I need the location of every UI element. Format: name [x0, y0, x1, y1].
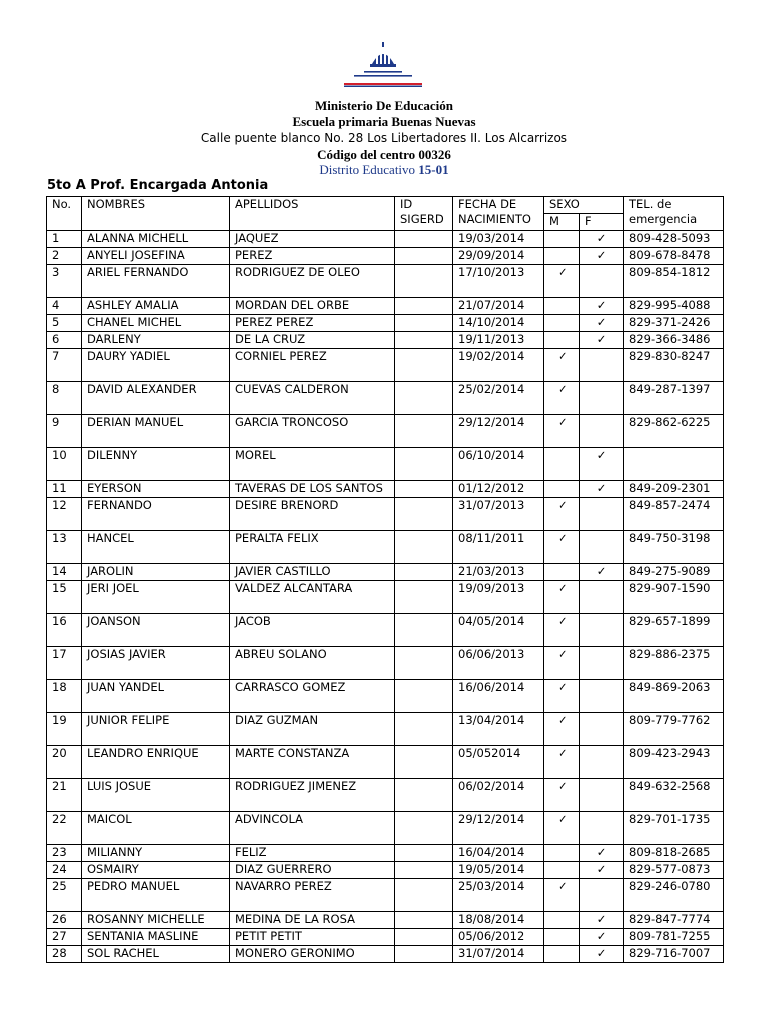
cell-tel: 829-995-4088 — [624, 298, 724, 315]
cell-nombres: EYERSON — [82, 481, 230, 498]
cell-fecha: 04/05/2014 — [453, 614, 544, 647]
cell-apellidos: MEDINA DE LA ROSA — [230, 912, 395, 929]
cell-apellidos: CUEVAS CALDERON — [230, 382, 395, 415]
cell-no: 25 — [47, 879, 82, 912]
school-name: Escuela primaria Buenas Nuevas — [292, 114, 476, 129]
cell-tel: 829-371-2426 — [624, 315, 724, 332]
cell-fecha: 29/09/2014 — [453, 248, 544, 265]
cell-f — [580, 713, 624, 746]
student-table — [46, 196, 724, 963]
cell-nombres: ASHLEY AMALIA — [82, 298, 230, 315]
header-fecha-bottom: NACIMIENTO — [458, 212, 531, 226]
cell-f — [580, 498, 624, 531]
cell-nombres: HANCEL — [82, 531, 230, 564]
header-tel-top: TEL. de — [629, 197, 672, 211]
cell-no: 1 — [47, 231, 82, 248]
cell-nombres: ANYELI JOSEFINA — [82, 248, 230, 265]
cell-fecha: 08/11/2011 — [453, 531, 544, 564]
cell-apellidos: CORNIEL PEREZ — [230, 349, 395, 382]
cell-f: ✓ — [580, 862, 624, 879]
cell-no: 6 — [47, 332, 82, 349]
cell-id — [395, 862, 453, 879]
cell-no: 5 — [47, 315, 82, 332]
cell-fecha: 21/03/2013 — [453, 564, 544, 581]
cell-no: 24 — [47, 862, 82, 879]
cell-id — [395, 231, 453, 248]
cell-m: ✓ — [544, 415, 580, 448]
table-row — [47, 531, 724, 564]
cell-apellidos: RODRIGUEZ JIMENEZ — [230, 779, 395, 812]
table-row — [47, 845, 724, 862]
cell-m: ✓ — [544, 349, 580, 382]
cell-nombres: DAVID ALEXANDER — [82, 382, 230, 415]
cell-id — [395, 448, 453, 481]
cell-m: ✓ — [544, 779, 580, 812]
cell-f — [580, 531, 624, 564]
header-no: No. — [47, 197, 82, 231]
cell-apellidos: ABREU SOLANO — [230, 647, 395, 680]
school-address: Calle puente blanco No. 28 Los Libertadores II. Los Alcarrizos — [200, 131, 568, 145]
cell-no: 13 — [47, 531, 82, 564]
cell-nombres: MAICOL — [82, 812, 230, 845]
cell-m: ✓ — [544, 581, 580, 614]
cell-nombres: JOANSON — [82, 614, 230, 647]
cell-nombres: JOSIAS JAVIER — [82, 647, 230, 680]
table-row — [47, 498, 724, 531]
cell-apellidos: PEREZ PEREZ — [230, 315, 395, 332]
cell-id — [395, 265, 453, 298]
cell-fecha: 14/10/2014 — [453, 315, 544, 332]
cell-f — [580, 349, 624, 382]
cell-no: 20 — [47, 746, 82, 779]
cell-tel: 849-287-1397 — [624, 382, 724, 415]
cell-f: ✓ — [580, 481, 624, 498]
header-id-top: ID — [400, 197, 413, 211]
cell-m — [544, 481, 580, 498]
cell-id — [395, 315, 453, 332]
cell-m: ✓ — [544, 746, 580, 779]
cell-apellidos: GARCIA TRONCOSO — [230, 415, 395, 448]
cell-nombres: ALANNA MICHELL — [82, 231, 230, 248]
cell-no: 15 — [47, 581, 82, 614]
cell-id — [395, 845, 453, 862]
cell-nombres: DERIAN MANUEL — [82, 415, 230, 448]
cell-no: 23 — [47, 845, 82, 862]
cell-m — [544, 332, 580, 349]
cell-f — [580, 647, 624, 680]
cell-apellidos: JAVIER CASTILLO — [230, 564, 395, 581]
cell-id — [395, 382, 453, 415]
cell-nombres: ARIEL FERNANDO — [82, 265, 230, 298]
cell-id — [395, 298, 453, 315]
cell-nombres: PEDRO MANUEL — [82, 879, 230, 912]
table-row — [47, 912, 724, 929]
cell-tel: 809-818-2685 — [624, 845, 724, 862]
header-tel — [624, 197, 724, 231]
cell-apellidos: DE LA CRUZ — [230, 332, 395, 349]
cell-no: 19 — [47, 713, 82, 746]
cell-fecha: 29/12/2014 — [453, 415, 544, 448]
cell-tel: 809-854-1812 — [624, 265, 724, 298]
table-row — [47, 415, 724, 448]
district-label: Distrito Educativo — [319, 162, 416, 177]
table-row — [47, 481, 724, 498]
cell-nombres: CHANEL MICHEL — [82, 315, 230, 332]
header-fecha-top: FECHA DE — [458, 197, 517, 211]
cell-id — [395, 415, 453, 448]
cell-tel: 809-678-8478 — [624, 248, 724, 265]
cell-apellidos: DIAZ GUZMAN — [230, 713, 395, 746]
cell-nombres: SOL RACHEL — [82, 946, 230, 963]
cell-tel: 809-423-2943 — [624, 746, 724, 779]
cell-tel: 829-830-8247 — [624, 349, 724, 382]
cell-fecha: 16/04/2014 — [453, 845, 544, 862]
cell-f — [580, 415, 624, 448]
cell-no: 28 — [47, 946, 82, 963]
header-sexo: SEXO — [544, 197, 624, 214]
table-row — [47, 812, 724, 845]
table-row — [47, 779, 724, 812]
cell-m — [544, 231, 580, 248]
cell-nombres: JAROLIN — [82, 564, 230, 581]
cell-fecha: 17/10/2013 — [453, 265, 544, 298]
cell-nombres: DARLENY — [82, 332, 230, 349]
table-row — [47, 879, 724, 912]
cell-id — [395, 929, 453, 946]
cell-tel: 829-701-1735 — [624, 812, 724, 845]
cell-m — [544, 946, 580, 963]
table-row — [47, 231, 724, 248]
cell-fecha: 18/08/2014 — [453, 912, 544, 929]
cell-apellidos: MOREL — [230, 448, 395, 481]
cell-m — [544, 248, 580, 265]
table-row — [47, 349, 724, 382]
cell-fecha: 21/07/2014 — [453, 298, 544, 315]
cell-nombres: LUIS JOSUE — [82, 779, 230, 812]
cell-f — [580, 746, 624, 779]
cell-no: 14 — [47, 564, 82, 581]
cell-apellidos: RODRIGUEZ DE OLEO — [230, 265, 395, 298]
cell-tel: 849-857-2474 — [624, 498, 724, 531]
cell-fecha: 19/11/2013 — [453, 332, 544, 349]
header-m: M — [544, 214, 580, 231]
table-row — [47, 332, 724, 349]
cell-fecha: 31/07/2014 — [453, 946, 544, 963]
cell-id — [395, 332, 453, 349]
cell-apellidos: JACOB — [230, 614, 395, 647]
cell-fecha: 19/05/2014 — [453, 862, 544, 879]
cell-m — [544, 315, 580, 332]
cell-id — [395, 498, 453, 531]
cell-apellidos: TAVERAS DE LOS SANTOS — [230, 481, 395, 498]
cell-apellidos: MORDAN DEL ORBE — [230, 298, 395, 315]
cell-apellidos: MONERO GERONIMO — [230, 946, 395, 963]
cell-fecha: 19/03/2014 — [453, 231, 544, 248]
table-row — [47, 248, 724, 265]
cell-f — [580, 581, 624, 614]
district-line — [0, 162, 768, 178]
cell-tel — [624, 448, 724, 481]
cell-no: 11 — [47, 481, 82, 498]
cell-f: ✓ — [580, 248, 624, 265]
cell-nombres: MILIANNY — [82, 845, 230, 862]
cell-f — [580, 812, 624, 845]
cell-m: ✓ — [544, 647, 580, 680]
cell-tel: 849-750-3198 — [624, 531, 724, 564]
cell-f — [580, 680, 624, 713]
cell-no: 2 — [47, 248, 82, 265]
cell-f: ✓ — [580, 298, 624, 315]
header-fecha — [453, 197, 544, 231]
cell-fecha: 05/052014 — [453, 746, 544, 779]
cell-m: ✓ — [544, 812, 580, 845]
table-row — [47, 564, 724, 581]
cell-no: 21 — [47, 779, 82, 812]
table-row — [47, 680, 724, 713]
cell-f — [580, 779, 624, 812]
cell-id — [395, 912, 453, 929]
cell-m: ✓ — [544, 614, 580, 647]
cell-apellidos: DESIRE BRENORD — [230, 498, 395, 531]
cell-f: ✓ — [580, 929, 624, 946]
section-title: 5to A Prof. Encargada Antonia — [47, 178, 269, 193]
cell-no: 16 — [47, 614, 82, 647]
cell-id — [395, 946, 453, 963]
table-row — [47, 946, 724, 963]
cell-tel: 809-781-7255 — [624, 929, 724, 946]
cell-id — [395, 746, 453, 779]
cell-tel: 849-632-2568 — [624, 779, 724, 812]
cell-no: 22 — [47, 812, 82, 845]
table-row — [47, 862, 724, 879]
cell-no: 12 — [47, 498, 82, 531]
government-logo — [340, 42, 426, 88]
cell-apellidos: CARRASCO GOMEZ — [230, 680, 395, 713]
cell-no: 27 — [47, 929, 82, 946]
table-row — [47, 382, 724, 415]
cell-f: ✓ — [580, 231, 624, 248]
cell-m — [544, 564, 580, 581]
cell-nombres: JUNIOR FELIPE — [82, 713, 230, 746]
header-f: F — [580, 214, 624, 231]
header-tel-bottom: emergencia — [629, 212, 698, 226]
cell-f — [580, 265, 624, 298]
cell-f: ✓ — [580, 315, 624, 332]
cell-id — [395, 879, 453, 912]
header-id-bottom: SIGERD — [400, 212, 444, 226]
cell-id — [395, 564, 453, 581]
cell-fecha: 06/06/2013 — [453, 647, 544, 680]
cell-f: ✓ — [580, 564, 624, 581]
table-row — [47, 581, 724, 614]
cell-tel: 829-577-0873 — [624, 862, 724, 879]
cell-apellidos: JAQUEZ — [230, 231, 395, 248]
cell-tel: 849-209-2301 — [624, 481, 724, 498]
district-value: 15-01 — [418, 162, 449, 177]
cell-nombres: DILENNY — [82, 448, 230, 481]
cell-id — [395, 680, 453, 713]
header-id-sigerd — [395, 197, 453, 231]
cell-m: ✓ — [544, 382, 580, 415]
cell-fecha: 16/06/2014 — [453, 680, 544, 713]
cell-fecha: 25/03/2014 — [453, 879, 544, 912]
cell-nombres: JERI JOEL — [82, 581, 230, 614]
cell-id — [395, 248, 453, 265]
cell-tel: 829-246-0780 — [624, 879, 724, 912]
cell-tel: 829-907-1590 — [624, 581, 724, 614]
cell-nombres: LEANDRO ENRIQUE — [82, 746, 230, 779]
table-row — [47, 929, 724, 946]
cell-f: ✓ — [580, 845, 624, 862]
cell-fecha: 06/10/2014 — [453, 448, 544, 481]
cell-f: ✓ — [580, 946, 624, 963]
table-row — [47, 448, 724, 481]
cell-m — [544, 298, 580, 315]
table-row — [47, 315, 724, 332]
cell-tel: 849-869-2063 — [624, 680, 724, 713]
cell-apellidos: VALDEZ ALCANTARA — [230, 581, 395, 614]
cell-m: ✓ — [544, 265, 580, 298]
cell-f — [580, 879, 624, 912]
table-row — [47, 713, 724, 746]
cell-nombres: DAURY YADIEL — [82, 349, 230, 382]
cell-id — [395, 581, 453, 614]
cell-no: 7 — [47, 349, 82, 382]
cell-tel: 829-886-2375 — [624, 647, 724, 680]
cell-id — [395, 481, 453, 498]
table-row — [47, 298, 724, 315]
cell-m — [544, 912, 580, 929]
cell-f — [580, 614, 624, 647]
cell-m: ✓ — [544, 498, 580, 531]
cell-apellidos: ADVINCOLA — [230, 812, 395, 845]
table-row — [47, 647, 724, 680]
cell-fecha: 19/02/2014 — [453, 349, 544, 382]
cell-no: 17 — [47, 647, 82, 680]
cell-f: ✓ — [580, 332, 624, 349]
cell-m — [544, 448, 580, 481]
cell-m: ✓ — [544, 531, 580, 564]
cell-apellidos: PETIT PETIT — [230, 929, 395, 946]
cell-id — [395, 812, 453, 845]
ministry-title: Ministerio De Educación — [315, 98, 453, 113]
cell-apellidos: PERALTA FELIX — [230, 531, 395, 564]
cell-nombres: ROSANNY MICHELLE — [82, 912, 230, 929]
cell-id — [395, 349, 453, 382]
table-row — [47, 265, 724, 298]
cell-fecha: 19/09/2013 — [453, 581, 544, 614]
cell-id — [395, 531, 453, 564]
cell-fecha: 01/12/2012 — [453, 481, 544, 498]
cell-apellidos: NAVARRO PEREZ — [230, 879, 395, 912]
cell-m — [544, 929, 580, 946]
cell-nombres: FERNANDO — [82, 498, 230, 531]
cell-fecha: 06/02/2014 — [453, 779, 544, 812]
cell-tel: 829-847-7774 — [624, 912, 724, 929]
cell-f: ✓ — [580, 448, 624, 481]
cell-nombres: JUAN YANDEL — [82, 680, 230, 713]
cell-tel: 829-862-6225 — [624, 415, 724, 448]
cell-m: ✓ — [544, 879, 580, 912]
cell-no: 26 — [47, 912, 82, 929]
cell-tel: 809-779-7762 — [624, 713, 724, 746]
cell-fecha: 13/04/2014 — [453, 713, 544, 746]
cell-tel: 829-657-1899 — [624, 614, 724, 647]
cell-id — [395, 614, 453, 647]
cell-tel: 829-716-7007 — [624, 946, 724, 963]
cell-no: 9 — [47, 415, 82, 448]
cell-tel: 849-275-9089 — [624, 564, 724, 581]
cell-m — [544, 845, 580, 862]
cell-tel: 829-366-3486 — [624, 332, 724, 349]
header-nombres: NOMBRES — [82, 197, 230, 231]
cell-fecha: 29/12/2014 — [453, 812, 544, 845]
cell-f — [580, 382, 624, 415]
cell-no: 8 — [47, 382, 82, 415]
cell-apellidos: DIAZ GUERRERO — [230, 862, 395, 879]
cell-no: 18 — [47, 680, 82, 713]
cell-m: ✓ — [544, 680, 580, 713]
header-apellidos: APELLIDOS — [230, 197, 395, 231]
cell-nombres: OSMAIRY — [82, 862, 230, 879]
cell-apellidos: MARTE CONSTANZA — [230, 746, 395, 779]
cell-id — [395, 779, 453, 812]
cell-no: 3 — [47, 265, 82, 298]
cell-no: 10 — [47, 448, 82, 481]
cell-apellidos: FELIZ — [230, 845, 395, 862]
table-row — [47, 746, 724, 779]
cell-m — [544, 862, 580, 879]
cell-m: ✓ — [544, 713, 580, 746]
student-rows — [47, 231, 724, 963]
cell-f: ✓ — [580, 912, 624, 929]
table-row — [47, 614, 724, 647]
cell-id — [395, 647, 453, 680]
cell-nombres: SENTANIA MASLINE — [82, 929, 230, 946]
cell-apellidos: PEREZ — [230, 248, 395, 265]
cell-fecha: 05/06/2012 — [453, 929, 544, 946]
center-code: Código del centro 00326 — [317, 147, 451, 162]
cell-tel: 809-428-5093 — [624, 231, 724, 248]
cell-id — [395, 713, 453, 746]
cell-fecha: 31/07/2013 — [453, 498, 544, 531]
cell-no: 4 — [47, 298, 82, 315]
cell-fecha: 25/02/2014 — [453, 382, 544, 415]
